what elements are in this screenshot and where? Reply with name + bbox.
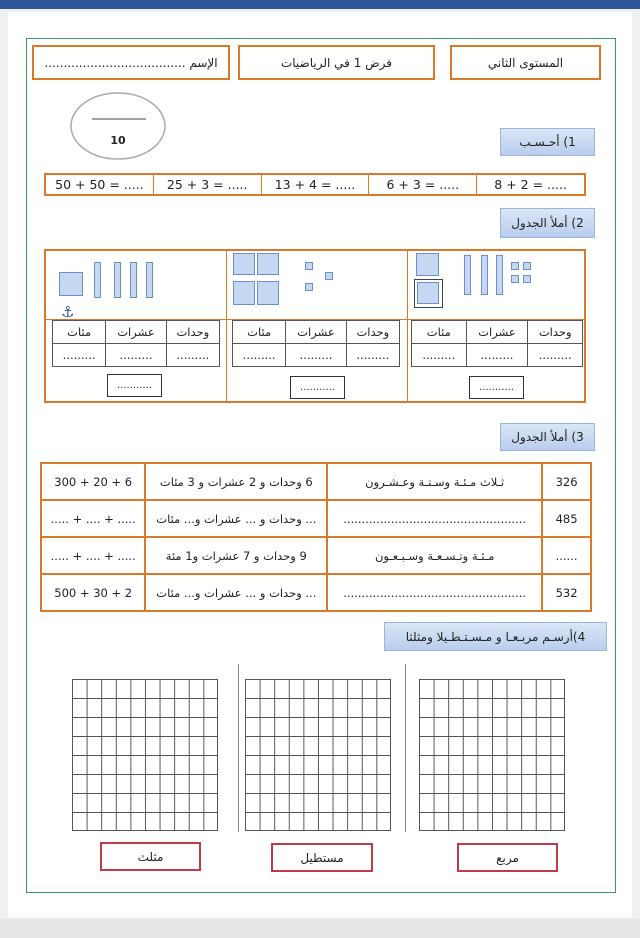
q1-item[interactable]: 6 + 3 = ..... [368, 175, 476, 194]
place-value-table-3 [411, 320, 583, 367]
unit-cube [511, 262, 519, 270]
hundred-block [233, 281, 255, 305]
answer-cell[interactable]: ......... [166, 344, 219, 367]
col-tens: عشرات [106, 321, 166, 344]
table-row [41, 537, 591, 574]
sum-cell[interactable]: ..... + .... + ..... [41, 500, 145, 537]
unit-cube [523, 262, 531, 270]
q2-heading [500, 208, 595, 238]
hundred-block [257, 281, 279, 305]
words-cell[interactable]: ثـلاث مـئـة وسـتـة وعـشـرون [327, 463, 542, 500]
number-cell[interactable]: 485 [542, 500, 591, 537]
ten-rod [114, 262, 121, 298]
unit-cube [325, 272, 333, 280]
answer-cell[interactable]: ......... [528, 344, 583, 367]
words-cell[interactable]: مـئـة وتـسـعـة وسـبـعـون [327, 537, 542, 574]
drawing-grid-left[interactable] [72, 679, 218, 831]
number-answer-box[interactable]: ........... [469, 376, 524, 399]
label-square-text: مربع [496, 850, 519, 865]
ten-rod [464, 255, 471, 295]
ten-rod [130, 262, 137, 298]
ten-rod [481, 255, 488, 295]
col-units: وحدات [166, 321, 219, 344]
q1-row [44, 173, 586, 196]
decomposition-cell[interactable]: 9 وحدات و 7 عشرات و1 مئة [145, 537, 327, 574]
divider [238, 664, 239, 832]
col-hundreds: مئات [53, 321, 106, 344]
unit-cube [305, 262, 313, 270]
unit-cube [523, 275, 531, 283]
answer-cell[interactable]: ......... [53, 344, 106, 367]
answer-cell[interactable]: ......... [412, 344, 467, 367]
hundred-block [233, 253, 255, 275]
exam-title-text: فرض 1 في الرياضيات [280, 55, 393, 70]
col-units: وحدات [346, 321, 399, 344]
hundred-block [416, 253, 439, 276]
ten-rod [146, 262, 153, 298]
q1-heading-text: 1) أحـسـب [519, 135, 576, 149]
name-label: الإسم ..................................... [44, 55, 218, 70]
drawing-grid-right[interactable] [419, 679, 565, 831]
answer-cell[interactable]: ......... [466, 344, 528, 367]
number-cell[interactable]: ...... [542, 537, 591, 574]
decomposition-cell[interactable]: 6 وحدات و 2 عشرات و 3 مئات [145, 463, 327, 500]
unit-cube [511, 275, 519, 283]
q3-heading [500, 423, 595, 451]
exam-title [238, 45, 435, 80]
sum-cell[interactable]: ..... + .... + ..... [41, 537, 145, 574]
numbers-table [40, 462, 592, 612]
unit-cube [305, 283, 313, 291]
answer-cell[interactable]: ......... [346, 344, 399, 367]
q1-item[interactable]: 50 + 50 = ..... [55, 177, 144, 192]
label-rectangle-text: مستطيل [300, 850, 344, 865]
number-cell[interactable]: 326 [542, 463, 591, 500]
hundred-block [59, 272, 83, 296]
q4-heading-text: 4)أرسـم مربـعـا و مـسـتـطـيلا ومثلثا [405, 629, 586, 644]
words-cell[interactable]: .................................................. [327, 574, 542, 611]
col-hundreds: مئات [233, 321, 286, 344]
words-cell[interactable]: .................................................. [327, 500, 542, 537]
place-value-table-2 [232, 320, 400, 367]
number-answer-box[interactable]: ........... [290, 376, 345, 399]
score-total: 10 [110, 134, 126, 147]
col-units: وحدات [528, 321, 583, 344]
q3-heading-text: 3) أملأ الجدول [511, 430, 584, 444]
ten-rod [94, 262, 101, 298]
table-row [41, 500, 591, 537]
top-bar [0, 0, 640, 9]
divider [405, 664, 406, 832]
bottom-strip [0, 919, 640, 938]
q1-item[interactable]: 13 + 4 = ..... [261, 175, 369, 194]
q4-heading [384, 622, 607, 651]
answer-cell[interactable]: ......... [233, 344, 286, 367]
decomposition-cell[interactable]: ... وحدات و ... عشرات و... مئات [145, 574, 327, 611]
drawing-grid-middle[interactable] [245, 679, 391, 831]
col-tens: عشرات [286, 321, 346, 344]
answer-cell[interactable]: ......... [286, 344, 346, 367]
label-triangle-text: مثلث [137, 849, 164, 864]
anchor-icon: ⚓ [61, 303, 75, 321]
ten-rod [496, 255, 503, 295]
sum-cell[interactable]: 300 + 20 + 6 [41, 463, 145, 500]
level-text: المستوى الثاني [487, 55, 564, 70]
score-ellipse [70, 92, 170, 162]
place-value-table-1 [52, 320, 220, 367]
table-row [41, 574, 591, 611]
label-triangle [100, 842, 201, 871]
q1-heading [500, 128, 595, 156]
q2-heading-text: 2) أملأ الجدول [511, 216, 584, 230]
sum-cell[interactable]: 500 + 30 + 2 [41, 574, 145, 611]
col-hundreds: مئات [412, 321, 467, 344]
level-box [450, 45, 601, 80]
col-tens: عشرات [466, 321, 528, 344]
label-rectangle [271, 843, 373, 872]
name-field[interactable] [32, 45, 230, 80]
hundred-block [257, 253, 279, 275]
q1-item[interactable]: 25 + 3 = ..... [153, 175, 261, 194]
table-row [41, 463, 591, 500]
number-answer-box[interactable]: ........... [107, 374, 162, 397]
decomposition-cell[interactable]: ... وحدات و ... عشرات و... مئات [145, 500, 327, 537]
answer-cell[interactable]: ......... [106, 344, 166, 367]
number-cell[interactable]: 532 [542, 574, 591, 611]
label-square [457, 843, 558, 872]
q1-item[interactable]: 8 + 2 = ..... [476, 175, 584, 194]
hundred-block-outline [414, 279, 443, 308]
